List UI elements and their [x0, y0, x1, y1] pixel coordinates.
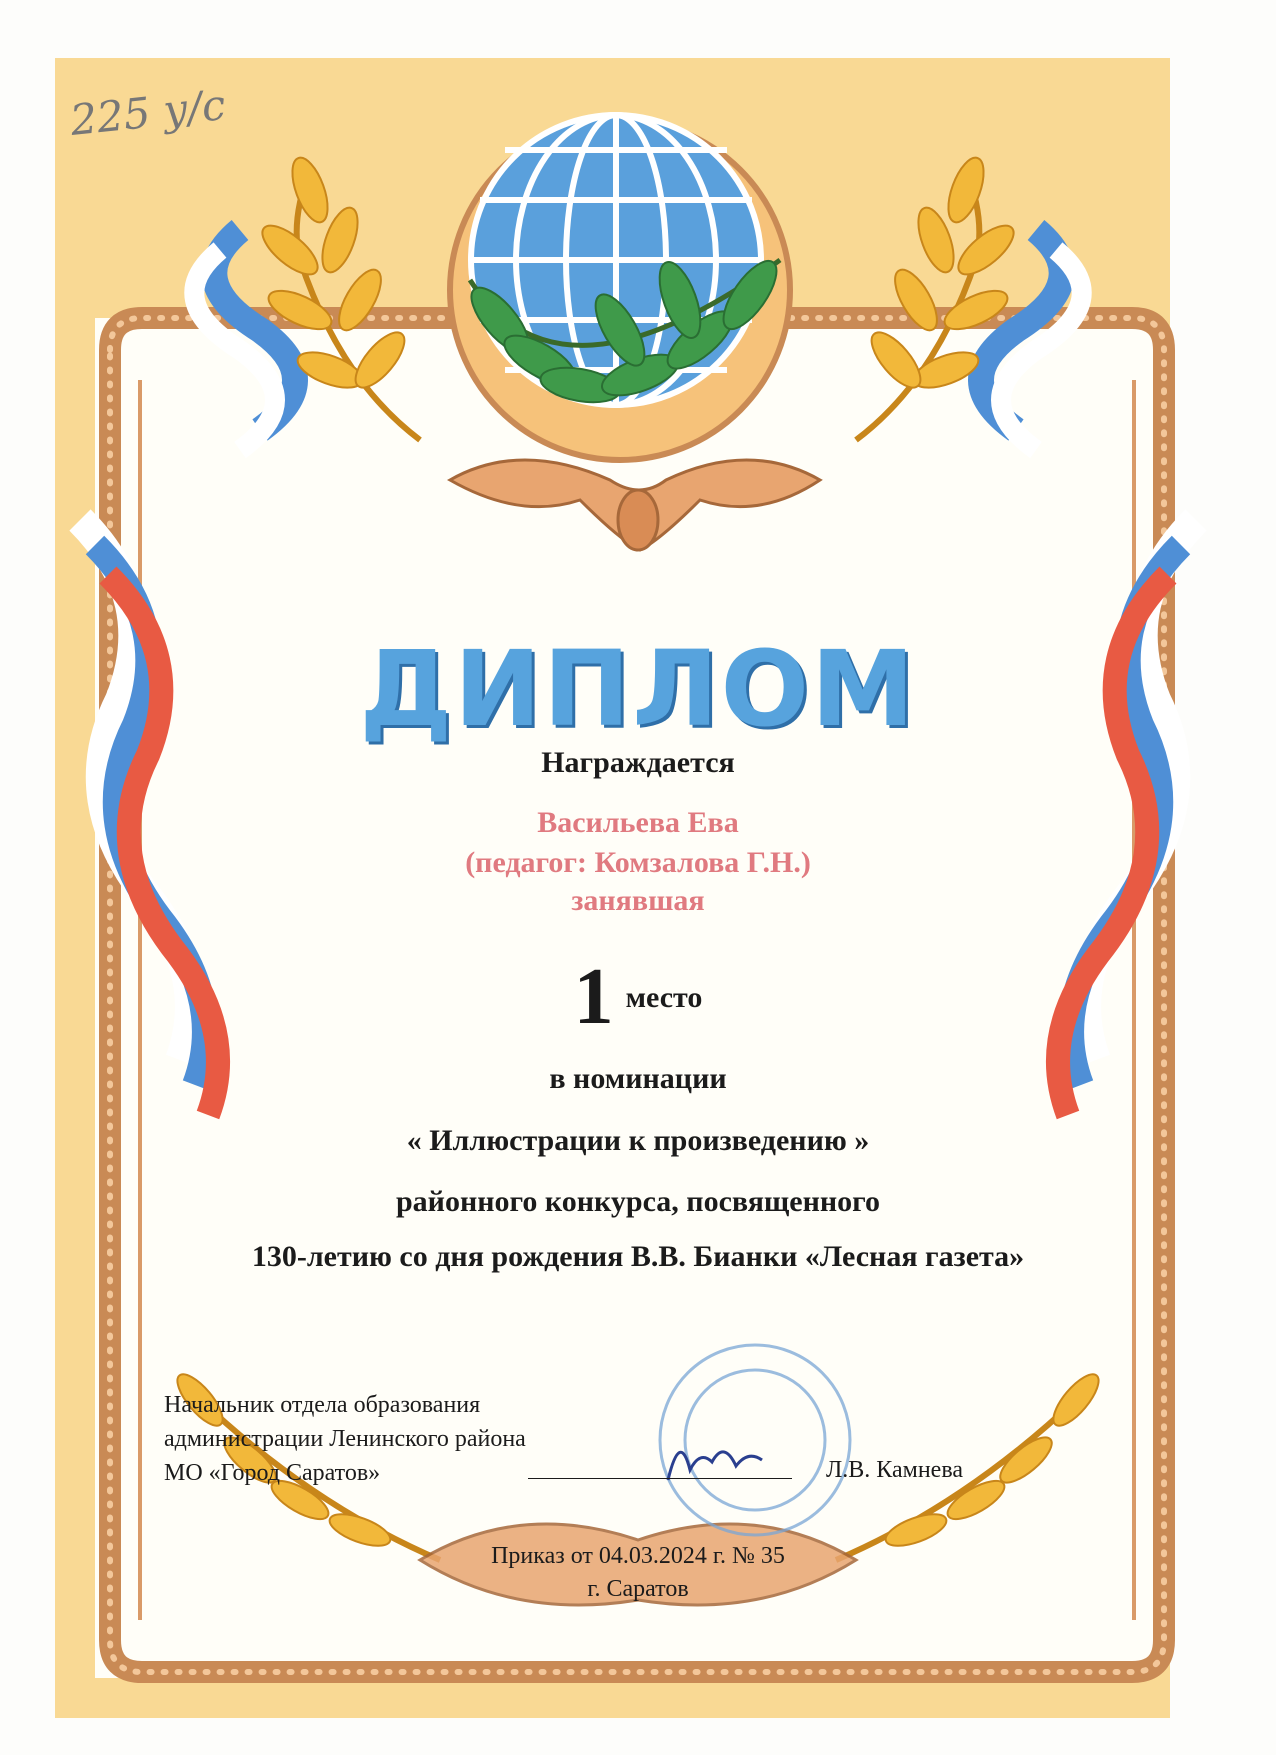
took-label: занявшая: [571, 884, 705, 917]
awarded-label: Награждается: [541, 746, 735, 779]
signatory-position: [164, 1388, 526, 1490]
handwritten-note: 225 у/с: [67, 80, 228, 145]
signature-line: [528, 1478, 792, 1479]
top-ornament: [450, 460, 820, 550]
recipient-name: Васильева Ева: [537, 806, 739, 839]
signatory-position-line: администрации Ленинского района: [164, 1426, 526, 1452]
place-word: место: [625, 980, 703, 1014]
signatory-position-line: Начальник отдела образования: [164, 1392, 481, 1418]
handwritten-signature: [668, 1452, 762, 1480]
signatory-position-line: МО «Город Саратов»: [164, 1460, 381, 1486]
nomination-intro: в номинации: [549, 1062, 727, 1095]
diploma-title: ДИПЛОМ: [359, 628, 917, 750]
place-line: [0, 952, 1276, 1043]
nomination-title: « Иллюстрации к произведению »: [406, 1124, 870, 1157]
teacher-name: (педагог: Комзалова Г.Н.): [465, 846, 811, 879]
contest-line: районного конкурса, посвященного: [395, 1185, 881, 1218]
order-line: Приказ от 04.03.2024 г. № 35: [491, 1543, 785, 1569]
place-number: 1: [573, 953, 614, 1041]
city-line: г. Саратов: [587, 1576, 689, 1602]
official-stamp: [660, 1345, 850, 1535]
signatory-name: Л.В. Камнева: [826, 1457, 963, 1483]
anniversary-line: 130-летию со дня рождения В.В. Бианки «Лесная газета»: [251, 1240, 1025, 1273]
